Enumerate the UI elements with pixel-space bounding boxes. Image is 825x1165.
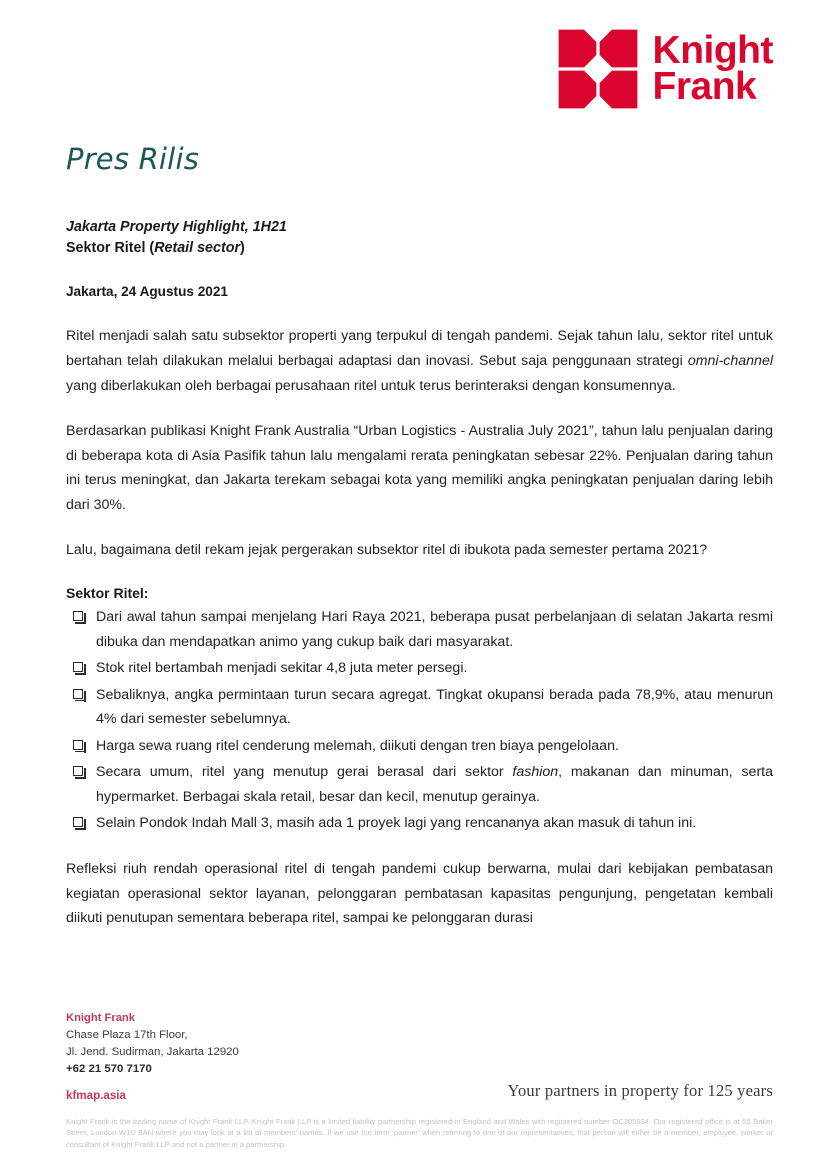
checkbox-bullet-icon bbox=[73, 740, 83, 750]
checkbox-bullet-icon bbox=[73, 817, 83, 827]
paragraph-publication: Berdasarkan publikasi Knight Frank Australia “Urban Logistics - Australia July 2021”, tahun lalu penjualan daring di beberapa kota di Asia Pasifik tahun lalu mengalami rerata peningkatan sebesar 22%. Penjualan daring tahun ini terus meningkat, dan Jakarta terekam sebagai kota yang memiliki angka peningkatan penjualan daring lebih dari 30%. bbox=[66, 423, 773, 513]
list-item bbox=[66, 605, 773, 654]
paragraph-question: Lalu, bagaimana detil rekam jejak pergerakan subsektor ritel di ibukota pada semester pertama 2021? bbox=[66, 542, 708, 559]
footer-address-line-2: Jl. Jend. Sudirman, Jakarta 12920 bbox=[66, 1046, 239, 1059]
list-item bbox=[66, 811, 773, 836]
list-item-text-a: Stok ritel bertambah menjadi sekitar 4,8 juta meter persegi. bbox=[96, 660, 468, 677]
list-item-text-a: Sebaliknya, angka permintaan turun secara agregat. Tingkat okupansi berada pada 78,9%, atau menurun 4% dari semester sebelumnya. bbox=[96, 686, 773, 728]
page-header bbox=[0, 0, 825, 128]
document-subtitle bbox=[66, 217, 773, 258]
list-item bbox=[66, 656, 773, 681]
footer-website-link[interactable]: kfmap.asia bbox=[66, 1089, 126, 1103]
footer-address-line-1: Chase Plaza 17th Floor, bbox=[66, 1028, 188, 1041]
paragraph-closing: Refleksi riuh rendah operasional ritel di tengah pandemi cukup berwarna, mulai dari kebijakan pembatasan kegiatan operasional sektor layanan, pelonggaran pembatasan kapasitas pengunjung, pengetatan kembali diikuti penutupan sementara beberapa ritel, sampai ke pelonggaran durasi bbox=[66, 861, 773, 927]
subtitle-sector-suffix: ) bbox=[240, 239, 245, 256]
list-item-text-a: Secara umum, ritel yang menutup gerai berasal dari sektor bbox=[96, 764, 513, 781]
paragraph-intro bbox=[66, 324, 773, 398]
footer-phone: +62 21 570 7170 bbox=[66, 1063, 152, 1076]
footer-legal-disclaimer: Knight Frank is the trading name of Knight Frank LLP. Knight Frank LLP is a limited liability partnership registered in England and Wales with registered number OC305934. Our registered office is at 55 Baker Street, London W1U 8AN where you may look at a list of members’ names. If we use the term ‘partner’ when referring to one of our representatives, that person will either be a member, employee, worker or consultant of Knight Frank LLP and not a partner in a partnership. bbox=[66, 1116, 773, 1150]
subtitle-sector-prefix: Sektor Ritel ( bbox=[66, 239, 155, 256]
list-item-text-italic: fashion bbox=[512, 764, 559, 781]
list-item-text-a: Harga sewa ruang ritel cenderung melemah, diikuti dengan tren biaya pengelolaan. bbox=[96, 737, 619, 754]
list-item bbox=[66, 683, 773, 732]
logo-word-frank: Frank bbox=[652, 65, 757, 108]
term-omni-channel: omni-channel bbox=[687, 353, 773, 369]
logo-wordmark bbox=[652, 29, 773, 108]
checkbox-bullet-icon bbox=[73, 689, 83, 699]
section-heading-sektor-ritel: Sektor Ritel: bbox=[66, 584, 149, 601]
logo-word-knight: Knight bbox=[652, 29, 773, 73]
checkbox-bullet-icon bbox=[73, 662, 83, 672]
footer-main-row bbox=[66, 1010, 773, 1105]
footer-contact-block bbox=[66, 1010, 239, 1105]
list-item-text-a: Selain Pondok Indah Mall 3, masih ada 1 proyek lagi yang rencananya akan masuk di tahun ini. bbox=[96, 815, 697, 832]
checkbox-bullet-icon bbox=[73, 766, 83, 776]
retail-highlights-list bbox=[66, 605, 773, 836]
knight-frank-logo bbox=[557, 28, 773, 110]
list-item bbox=[66, 734, 773, 759]
page-footer bbox=[0, 1010, 825, 1165]
footer-tagline: Your partners in property for 125 years bbox=[507, 1080, 773, 1100]
page-title: Pres Rilis bbox=[66, 142, 200, 176]
subtitle-sector bbox=[66, 238, 773, 259]
footer-office-name: Knight Frank bbox=[66, 1012, 135, 1025]
paragraph-intro-part-a: Ritel menjadi salah satu subsektor properti yang terpukul di tengah pandemi. Sejak tahun lalu, sektor ritel untuk bertahan telah dilakukan melalui berbagai adaptasi dan inovasi. Sebut saja penggunaan strategi bbox=[66, 328, 773, 369]
subtitle-sector-english: Retail sector bbox=[154, 239, 241, 256]
paragraph-intro-part-b: yang diberlakukan oleh berbagai perusahaan ritel untuk terus berinteraksi dengan konsumennya. bbox=[66, 377, 676, 394]
list-item bbox=[66, 760, 773, 809]
document-body bbox=[0, 142, 825, 931]
checkbox-bullet-icon bbox=[73, 611, 83, 621]
knight-frank-diamond-mark bbox=[557, 28, 639, 110]
list-item-text-b: , makanan dan minuman, serta hypermarket. Berbagai skala retail, besar dan kecil, menutup gerainya. bbox=[96, 764, 774, 805]
list-item-text-a: Dari awal tahun sampai menjelang Hari Raya 2021, beberapa pusat perbelanjaan di selatan Jakarta resmi dibuka dan mendapatkan animo yang cukup baik dari masyarakat. bbox=[96, 608, 773, 650]
subtitle-report-name: Jakarta Property Highlight, 1H21 bbox=[66, 219, 287, 235]
dateline: Jakarta, 24 Agustus 2021 bbox=[66, 284, 228, 300]
